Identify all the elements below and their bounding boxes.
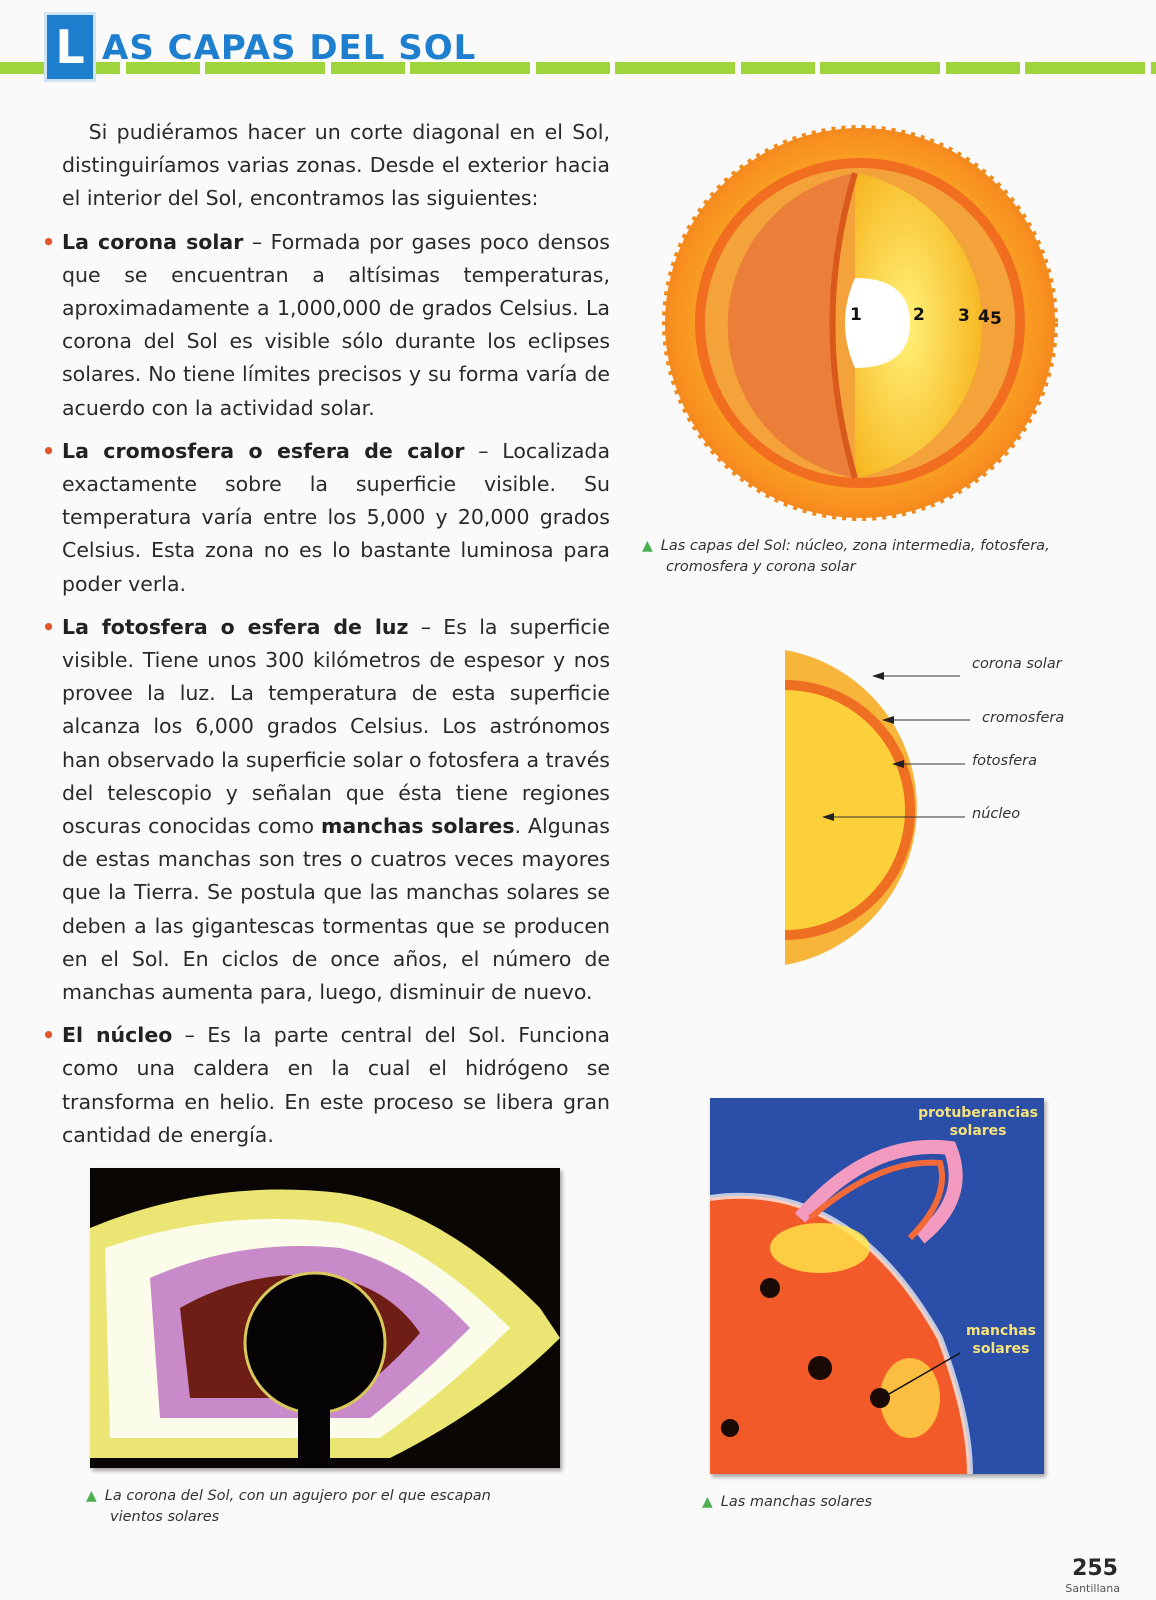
caption-line: La corona del Sol, con un agujero por el que escapan <box>104 1488 491 1504</box>
label-corona-solar: corona solar <box>972 656 1062 672</box>
label-protuberancias: protuberancias solares <box>918 1105 1038 1139</box>
corona-caption <box>86 1486 566 1528</box>
triangle-bullet-icon: ▲ <box>702 1494 713 1510</box>
caption-line: vientos solares <box>110 1509 220 1525</box>
sun-layers-illustration <box>660 118 1060 528</box>
bullet-dot-icon: • <box>42 229 56 254</box>
label-cromosfera: cromosfera <box>982 710 1065 726</box>
sun-layers-caption <box>642 536 1062 578</box>
sun-cutaway-icon <box>660 118 1060 528</box>
bullet-term: El núcleo <box>62 1023 173 1048</box>
svg-text:4: 4 <box>978 307 990 327</box>
page-title: AS CAPAS DEL SOL <box>102 28 477 68</box>
corona-image-icon <box>90 1168 560 1468</box>
caption-line: Las manchas solares <box>720 1494 873 1510</box>
bullet-corona <box>42 226 610 425</box>
label-manchas: manchas solares <box>965 1323 1036 1357</box>
title-initial-box <box>44 12 96 82</box>
bullet-dot-icon: • <box>42 438 56 463</box>
bullet-nucleo <box>42 1019 610 1152</box>
label-fotosfera: fotosfera <box>972 753 1037 769</box>
corona-photo <box>90 1168 560 1468</box>
sunspots-image-icon <box>710 1098 1044 1474</box>
page-number: 255 <box>1072 1556 1118 1581</box>
bullet-text: – Formada por gases poco densos que se encuentran a altísimas temperaturas, aproximadamente a 1,000,000 de grados Celsius. La corona del Sol es visible sólo durante los eclipses solares. No tiene límites precisos y su forma varía de acuerdo con la actividad solar. <box>62 229 610 420</box>
publisher-label: Santillana <box>1065 1582 1120 1595</box>
intro-paragraph: Si pudiéramos hacer un corte diagonal en el Sol, distinguiríamos varias zonas. Desde el exterior hacia el interior del Sol, encontramos las siguientes: <box>62 120 610 211</box>
bullet-text: – Es la parte central del Sol. Funciona como una caldera en la cual el hidrógeno se transforma en helio. En este proceso se libera gran cantidad de energía. <box>62 1023 610 1147</box>
caption-line: cromosfera y corona solar <box>666 559 856 575</box>
bullet-term: La corona solar <box>62 229 244 254</box>
triangle-bullet-icon: ▲ <box>86 1488 97 1504</box>
bullet-text: – Es la superficie visible. Tiene unos 300 kilómetros de espesor y nos provee la luz. La temperatura de esta superficie alcanza los 6,000 grados Celsius. Los astrónomos han observado la superficie solar o fotosfera a través del telescopio y señalan que ésta tiene regiones oscuras conocidas como <box>62 614 610 839</box>
bullet-inline-term: manchas solares <box>321 814 515 839</box>
title-initial: L <box>55 20 85 74</box>
sunspots-caption <box>702 1492 872 1513</box>
svg-text:3: 3 <box>958 306 970 326</box>
half-sun-diagram <box>780 640 1080 970</box>
body-text <box>42 116 611 1152</box>
caption-line: Las capas del Sol: núcleo, zona intermedia, fotosfera, <box>660 538 1050 554</box>
bullet-text: – Localizada exactamente sobre la superficie visible. Su temperatura varía entre los 5,000 y 20,000 grados Celsius. Esta zona no es lo bastante luminosa para poder verla. <box>62 438 611 596</box>
svg-text:1: 1 <box>850 305 862 325</box>
svg-text:5: 5 <box>990 309 1002 329</box>
bullet-dot-icon: • <box>42 1023 56 1048</box>
bullet-cromosfera <box>42 435 611 601</box>
triangle-bullet-icon: ▲ <box>642 538 653 554</box>
half-sun-icon <box>780 640 1080 970</box>
bullet-dot-icon: • <box>42 614 56 639</box>
bullet-term: La cromosfera o esfera de calor <box>62 438 465 463</box>
bullet-fotosfera <box>42 611 610 1009</box>
bullet-text: . Algunas de estas manchas son tres o cuatros veces mayores que la Tierra. Se postula que las manchas solares se deben a las gigantescas tormentas que se producen en el Sol. En ciclos de once años, el número de manchas aumenta para, luego, disminuir de nuevo. <box>62 814 610 1005</box>
label-nucleo: núcleo <box>972 806 1021 822</box>
svg-text:2: 2 <box>913 305 925 325</box>
bullet-term: La fotosfera o esfera de luz <box>62 614 409 639</box>
sunspots-photo <box>710 1098 1044 1474</box>
